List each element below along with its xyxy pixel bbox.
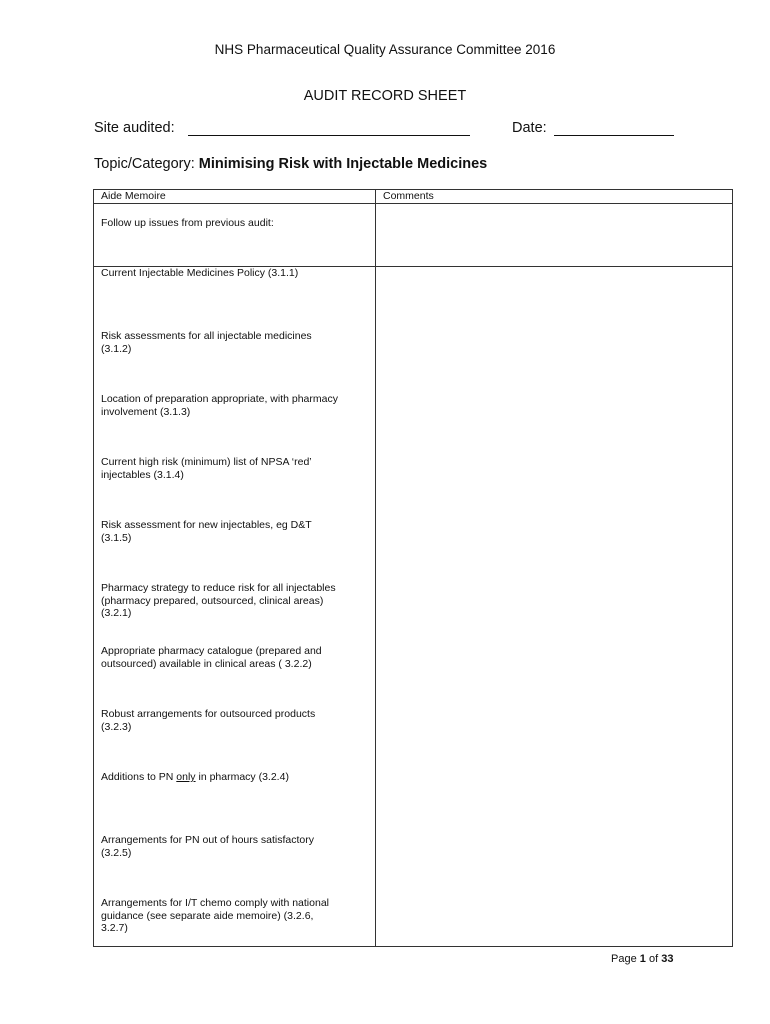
item-line: (3.1.5) [101, 531, 132, 544]
item-line: (3.1.2) [101, 342, 132, 355]
items-comments-cell[interactable] [376, 267, 733, 947]
item-line: involvement (3.1.3) [101, 405, 191, 418]
page-footer [611, 953, 673, 965]
site-audited-field[interactable] [188, 135, 470, 136]
item-line: injectables (3.1.4) [101, 468, 184, 481]
follow-up-label: Follow up issues from previous audit: [94, 204, 376, 267]
aide-memoire-item [101, 834, 368, 897]
item-line: (3.2.1) [101, 607, 132, 619]
aide-memoire-item [101, 771, 368, 834]
item-line: Risk assessments for all injectable medicines [101, 330, 312, 342]
item-line: (3.2.5) [101, 846, 132, 859]
item-line: Arrangements for PN out of hours satisfactory [101, 834, 315, 846]
aide-memoire-item [101, 708, 368, 771]
site-audited-label: Site audited: [94, 120, 175, 136]
item-line: Current Injectable Medicines Policy (3.1.1) [101, 267, 299, 279]
aide-memoire-item [101, 330, 368, 393]
date-label: Date: [512, 120, 547, 136]
comments-header: Comments [376, 190, 733, 204]
topic-label: Topic/Category: [94, 156, 195, 172]
follow-up-comments-cell[interactable] [376, 204, 733, 267]
item-line: Pharmacy strategy to reduce risk for all injectables [101, 582, 336, 594]
topic-line [94, 156, 487, 172]
aide-memoire-item [101, 267, 368, 330]
aide-memoire-items [94, 267, 376, 947]
item-line: guidance (see separate aide memoire) (3.2.6, [101, 909, 314, 922]
date-field[interactable] [554, 135, 674, 136]
page-total: 33 [661, 953, 674, 965]
aide-memoire-item [101, 645, 368, 708]
follow-up-row [94, 204, 733, 267]
document-header: NHS Pharmaceutical Quality Assurance Committee 2016 [214, 42, 556, 57]
sheet-title: AUDIT RECORD SHEET [303, 88, 467, 104]
item-line: Location of preparation appropriate, with pharmacy [101, 393, 338, 405]
aide-memoire-header: Aide Memoire [94, 190, 376, 204]
aide-memoire-item [101, 456, 368, 519]
aide-memoire-item [101, 519, 368, 582]
page-number: 1 [639, 953, 646, 965]
aide-memoire-table [93, 189, 733, 947]
item-line: Current high risk (minimum) list of NPSA ‘red’ [101, 456, 312, 468]
item-line: outsourced) available in clinical areas ( 3.2.2) [101, 657, 312, 670]
item-line: (pharmacy prepared, outsourced, clinical areas) [101, 594, 324, 607]
item-line: Risk assessment for new injectables, eg D&T [101, 519, 312, 531]
items-list [101, 267, 368, 946]
items-row [94, 267, 733, 947]
of-word: of [648, 953, 659, 965]
table-header-row [94, 190, 733, 204]
item-line: (3.2.3) [101, 720, 132, 733]
item-line: Arrangements for I/T chemo comply with national [101, 897, 329, 909]
aide-memoire-item [101, 897, 368, 946]
aide-memoire-item [101, 582, 368, 645]
topic-value: Minimising Risk with Injectable Medicines [198, 156, 488, 172]
page-word: Page [611, 953, 637, 965]
item-line: Appropriate pharmacy catalogue (prepared and [101, 645, 322, 657]
item-line: Robust arrangements for outsourced products [101, 708, 316, 720]
item-line: Additions to PN only in pharmacy (3.2.4) [101, 771, 289, 783]
aide-memoire-item [101, 393, 368, 456]
item-line: 3.2.7) [101, 922, 128, 934]
